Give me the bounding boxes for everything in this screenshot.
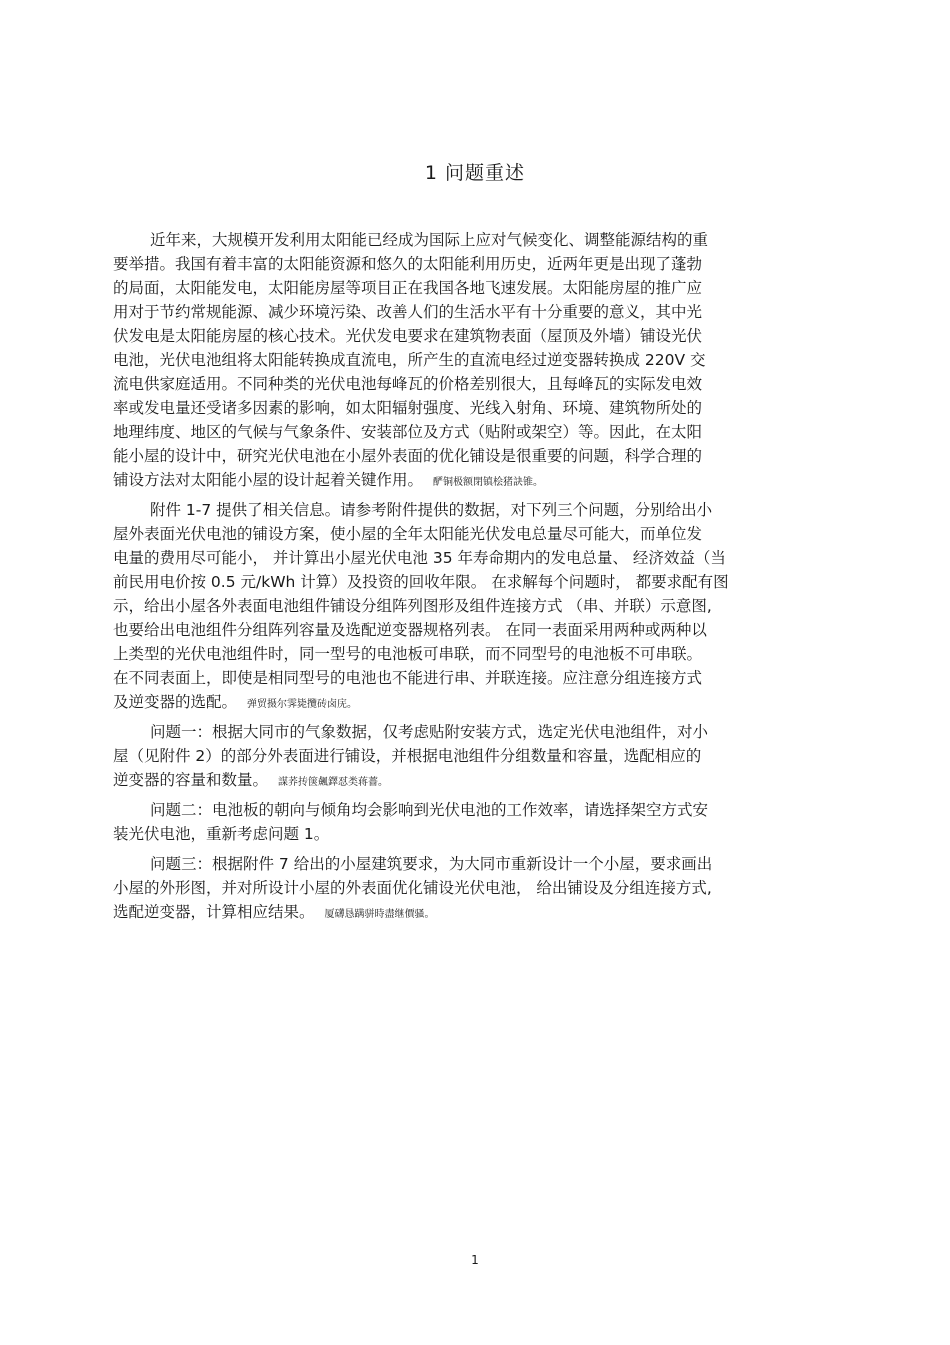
- paragraph-line: 用对于节约常规能源、减少环境污染、改善人们的生活水平有十分重要的意义，其中光: [113, 303, 703, 321]
- paragraph-line: 小屋的外形图，并对所设计小屋的外表面优化铺设光伏电池， 给出铺设及分组连接方式,: [113, 879, 712, 897]
- paragraph-line: 问题三：根据附件 7 给出的小屋建筑要求，为大同市重新设计一个小屋，要求画出: [150, 855, 713, 873]
- garbled-text: 謀荞抟箧飆鐸怼类蒋薔。: [278, 777, 389, 788]
- paragraph-line: 附件 1-7 提供了相关信息。请参考附件提供的数据，对下列三个问题，分别给出小: [150, 501, 713, 519]
- paragraph-line: 的局面，太阳能发电，太阳能房屋等项目正在我国各地飞速发展。太阳能房屋的推广应: [113, 279, 703, 297]
- paragraph-line: 屋（见附件 2）的部分外表面进行铺设，并根据电池组件分组数量和容量，选配相应的: [113, 747, 702, 765]
- section-title: 1 问题重述: [424, 162, 526, 184]
- paragraph-line: 示，给出小屋各外表面电池组件铺设分组阵列图形及组件连接方式 （串、并联）示意图,: [113, 597, 712, 615]
- paragraph-line: 伏发电是太阳能房屋的核心技术。光伏发电要求在建筑物表面（屋顶及外墙）铺设光伏: [113, 327, 703, 345]
- paragraph-line: 在不同表面上，即使是相同型号的电池也不能进行串、并联连接。应注意分组连接方式: [113, 669, 703, 687]
- page-number: 1: [471, 1253, 479, 1267]
- paragraph-line: 问题二：电池板的朝向与倾角均会影响到光伏电池的工作效率，请选择架空方式安: [150, 801, 709, 819]
- garbled-text: 厦礴恳蹒骈時盡继價骚。: [324, 909, 435, 920]
- paragraph-line: 流电供家庭适用。不同种类的光伏电池每峰瓦的价格差别很大，且每峰瓦的实际发电效: [113, 375, 703, 393]
- paragraph-line: 铺设方法对太阳能小屋的设计起着关键作用。 酽铜极额閉镇桧猪訣锥。: [113, 471, 544, 489]
- garbled-text: 酽铜极额閉镇桧猪訣锥。: [433, 477, 544, 488]
- paragraph-line: 及逆变器的选配。 弹贸摄尔霁毙攬砖卤庑。: [113, 693, 358, 711]
- paragraph-line: 问题一：根据大同市的气象数据，仅考虑贴附安装方式，选定光伏电池组件，对小: [150, 723, 709, 741]
- paragraph-line: 能小屋的设计中，研究光伏电池在小屋外表面的优化铺设是很重要的问题，科学合理的: [113, 447, 703, 465]
- paragraph-line: 屋外表面光伏电池的铺设方案，使小屋的全年太阳能光伏发电总量尽可能大，而单位发: [113, 525, 703, 543]
- paragraph-line: 前民用电价按 0.5 元/kWh 计算）及投资的回收年限。 在求解每个问题时， 都要求配有图: [113, 573, 729, 591]
- paragraph-line: 地理纬度、地区的气候与气象条件、安装部位及方式（贴附或架空）等。因此，在太阳: [113, 423, 703, 441]
- paragraph-line: 上类型的光伏电池组件时，同一型号的电池板可串联，而不同型号的电池板不可串联。: [113, 645, 703, 663]
- paragraph-line: 电量的费用尽可能小， 并计算出小屋光伏电池 35 年寿命期内的发电总量、 经济效益（当: [113, 549, 726, 567]
- paragraph-line: 装光伏电池，重新考虑问题 1。: [113, 825, 330, 843]
- garbled-text: 弹贸摄尔霁毙攬砖卤庑。: [247, 699, 358, 710]
- paragraph-line: 选配逆变器，计算相应结果。 厦礴恳蹒骈時盡继價骚。: [113, 903, 435, 921]
- paragraph-line: 要举措。我国有着丰富的太阳能资源和悠久的太阳能利用历史，近两年更是出现了蓬勃: [113, 255, 703, 273]
- paragraph-line: 率或发电量还受诸多因素的影响，如太阳辐射强度、光线入射角、环境、建筑物所处的: [113, 399, 703, 417]
- paragraph-line: 近年来，大规模开发利用太阳能已经成为国际上应对气候变化、调整能源结构的重: [150, 231, 709, 249]
- paragraph-line: 也要给出电池组件分组阵列容量及选配逆变器规格列表。 在同一表面采用两种或两种以: [113, 621, 707, 639]
- paragraph-line: 电池，光伏电池组将太阳能转换成直流电，所产生的直流电经过逆变器转换成 220V 交: [113, 351, 706, 369]
- paragraph-line: 逆变器的容量和数量。 謀荞抟箧飆鐸怼类蒋薔。: [113, 771, 389, 789]
